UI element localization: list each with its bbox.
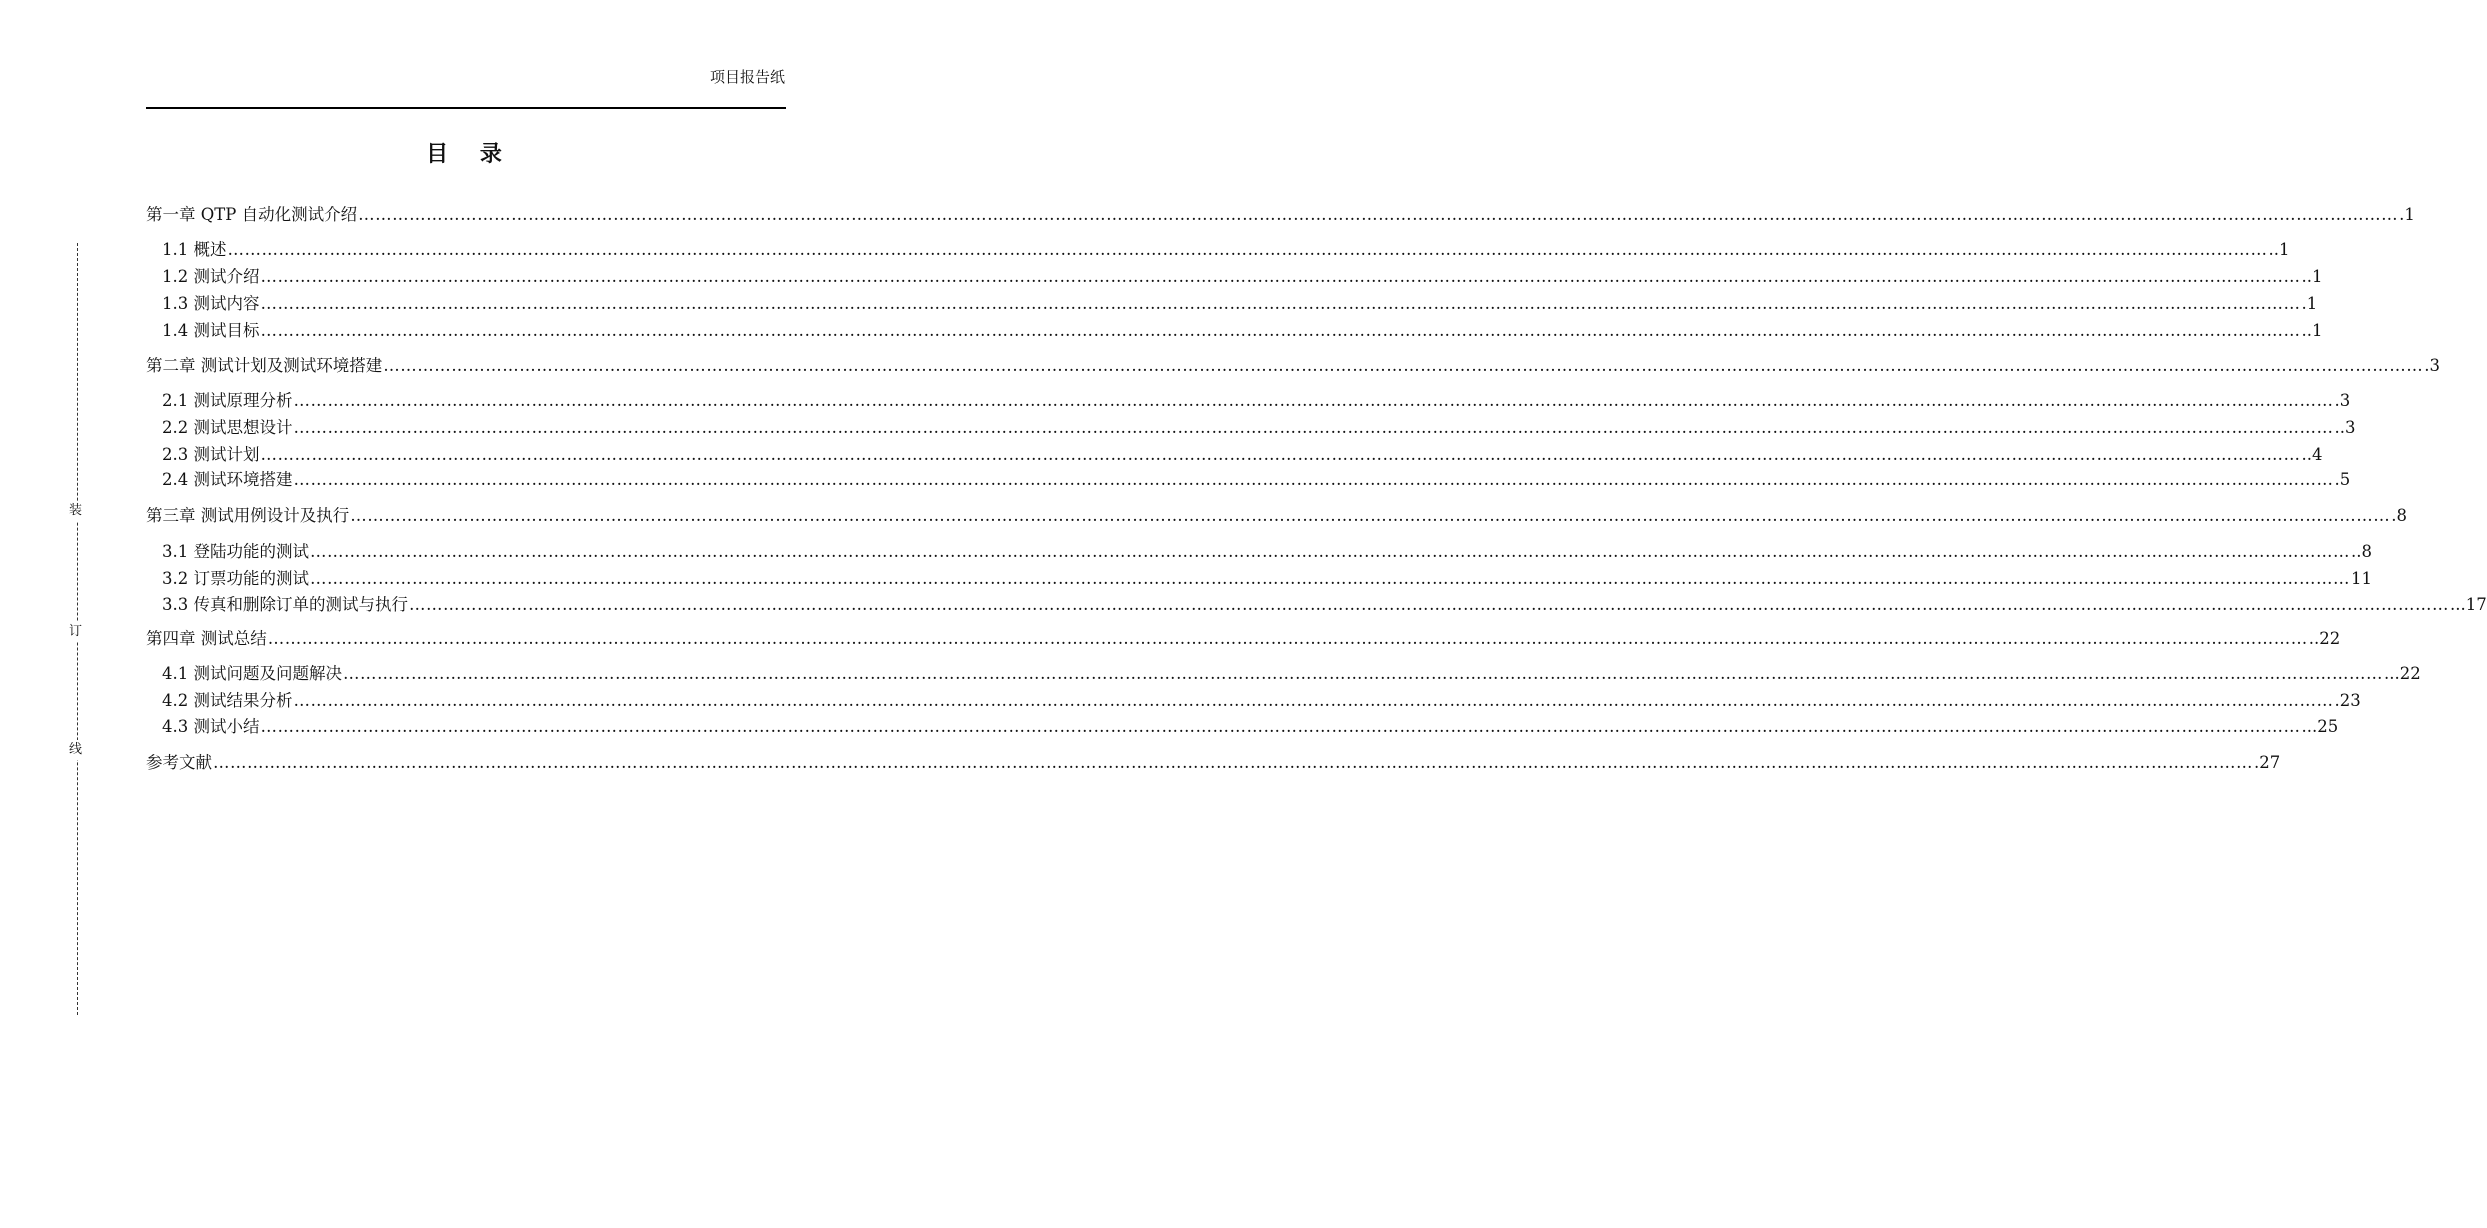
toc-entry-page: ..1 <box>2301 267 2323 286</box>
toc-leader-dots: ……………………………………………………………………………………………………………………………………………………………………………………………………………………………………………………………………………………………………………………………… <box>310 542 2350 561</box>
toc-entry[interactable] <box>162 291 2318 315</box>
toc-leader-dots: ……………………………………………………………………………………………………………………………………………………………………………………………………………………………………………………………………………………………………………………………… <box>350 506 2391 525</box>
toc-leader-dots: ……………………………………………………………………………………………………………………………………………………………………………………………………………………………………………………………………………………………………………………………… <box>293 418 2334 437</box>
toc-entry-label: 3.3 传真和删除订单的测试与执行 <box>162 595 408 614</box>
toc-leader-dots: ……………………………………………………………………………………………………………………………………………………………………………………………………………………………………………………………………………………………………………………………… <box>267 629 2308 648</box>
toc-entry[interactable] <box>162 566 2372 590</box>
toc-entry-label: 1.3 测试内容 <box>162 294 260 313</box>
toc-entry[interactable] <box>146 202 2415 226</box>
toc-entry[interactable] <box>162 388 2351 412</box>
toc-leader-dots: ……………………………………………………………………………………………………………………………………………………………………………………………………………………………………………………………………………………………………………………………… <box>293 691 2334 710</box>
header-rule <box>146 107 786 109</box>
page-header-label: 项目报告纸 <box>709 68 785 86</box>
toc-leader-dots: ……………………………………………………………………………………………………………………………………………………………………………………………………………………………………………………………………………………………………………………………… <box>260 717 2301 736</box>
toc-entry-page: .5 <box>2334 470 2351 489</box>
toc-entry-page: ...25 <box>2301 717 2339 736</box>
toc-entry-label: 3.1 登陆功能的测试 <box>162 542 309 561</box>
toc-entry[interactable] <box>162 539 2372 563</box>
toc-entry[interactable] <box>162 592 2487 616</box>
toc-leader-dots: ……………………………………………………………………………………………………………………………………………………………………………………………………………………………………………………………………………………………………………………………… <box>213 753 2253 772</box>
toc-leader-dots: ……………………………………………………………………………………………………………………………………………………………………………………………………………………………………………………………………………………………………………………………… <box>293 470 2334 489</box>
toc-entry-label: 3.2 订票功能的测试 <box>162 569 309 588</box>
toc-entry-label: 1.4 测试目标 <box>162 321 260 340</box>
toc-entry-label: 第一章 QTP 自动化测试介绍 <box>146 205 358 224</box>
toc-entry-label: 2.4 测试环境搭建 <box>162 470 293 489</box>
toc-entry-page: ..8 <box>2351 542 2372 561</box>
toc-leader-dots: ……………………………………………………………………………………………………………………………………………………………………………………………………………………………………………………………………………………………………………………………… <box>383 356 2424 375</box>
toc-entry-page: .27 <box>2254 753 2281 772</box>
toc-entry-label: 4.1 测试问题及问题解决 <box>162 664 342 683</box>
toc-entry-label: 2.2 测试思想设计 <box>162 418 293 437</box>
toc-leader-dots: ……………………………………………………………………………………………………………………………………………………………………………………………………………………………………………………………………………………………………………………………… <box>293 391 2334 410</box>
toc-entry-page: .1 <box>2399 205 2415 224</box>
binding-mark-ding: 订 <box>69 622 82 642</box>
toc-entry[interactable] <box>146 626 2341 650</box>
toc-entry[interactable] <box>146 503 2407 527</box>
toc-entry-label: 4.3 测试小结 <box>162 717 260 736</box>
toc-entry[interactable] <box>162 714 2339 738</box>
toc-entry-label: 参考文献 <box>146 753 212 772</box>
toc-entry-page: ..22 <box>2308 629 2341 648</box>
toc-entry-label: 2.3 测试计划 <box>162 445 260 464</box>
toc-entry-page: 11 <box>2351 569 2372 588</box>
toc-entry-page: ...17 <box>2450 595 2487 614</box>
toc-entry-page: .3 <box>2424 356 2440 375</box>
toc-leader-dots: ……………………………………………………………………………………………………………………………………………………………………………………………………………………………………………………………………………………………………………………………… <box>260 294 2301 313</box>
toc-entry-label: 1.1 概述 <box>162 240 227 259</box>
toc-entry-label: 2.1 测试原理分析 <box>162 391 293 410</box>
toc-entry[interactable] <box>162 467 2351 491</box>
toc-leader-dots: ……………………………………………………………………………………………………………………………………………………………………………………………………………………………………………………………………………………………………………………………… <box>260 267 2301 286</box>
binding-mark-xian: 线 <box>69 740 82 760</box>
toc-entry[interactable] <box>162 237 2290 261</box>
toc-entry-page: .23 <box>2334 691 2361 710</box>
toc-entry-page: ..1 <box>2268 240 2290 259</box>
toc-leader-dots: ……………………………………………………………………………………………………………………………………………………………………………………………………………………………………………………………………………………………………………………………… <box>409 595 2449 614</box>
toc-entry-label: 第二章 测试计划及测试环境搭建 <box>146 356 383 375</box>
toc-entry-page: ..3 <box>2334 418 2356 437</box>
binding-mark-zhuang: 装 <box>69 501 82 521</box>
toc-leader-dots: ……………………………………………………………………………………………………………………………………………………………………………………………………………………………………………………………………………………………………………………………… <box>227 240 2268 259</box>
toc-entry-label: 1.2 测试介绍 <box>162 267 260 286</box>
toc-entry[interactable] <box>162 318 2323 342</box>
toc-entry-page: .8 <box>2391 506 2407 525</box>
toc-entry[interactable] <box>146 750 2281 774</box>
toc-entry-label: 第三章 测试用例设计及执行 <box>146 506 350 525</box>
toc-entry[interactable] <box>162 264 2323 288</box>
toc-entry-page: .1 <box>2301 294 2318 313</box>
toc-entry[interactable] <box>162 442 2323 466</box>
toc-leader-dots: ……………………………………………………………………………………………………………………………………………………………………………………………………………………………………………………………………………………………………………………………… <box>260 321 2301 340</box>
toc-entry-page: ..4 <box>2301 445 2323 464</box>
toc-leader-dots: ……………………………………………………………………………………………………………………………………………………………………………………………………………………………………………………………………………………………………………………………… <box>260 445 2301 464</box>
toc-entry-page: ..1 <box>2301 321 2323 340</box>
toc-leader-dots: ……………………………………………………………………………………………………………………………………………………………………………………………………………………………………………………………………………………………………………………………… <box>343 664 2383 683</box>
toc-entry-label: 4.2 测试结果分析 <box>162 691 293 710</box>
toc-entry[interactable] <box>162 688 2361 712</box>
toc-entry-page: ...22 <box>2384 664 2421 683</box>
toc-leader-dots: ……………………………………………………………………………………………………………………………………………………………………………………………………………………………………………………………………………………………………………………………… <box>310 569 2350 588</box>
toc-title: 目 录 <box>426 142 514 167</box>
toc-entry[interactable] <box>146 353 2440 377</box>
toc-leader-dots: ……………………………………………………………………………………………………………………………………………………………………………………………………………………………………………………………………………………………………………………………… <box>358 205 2399 224</box>
toc-entry[interactable] <box>162 415 2356 439</box>
toc-entry-page: .3 <box>2334 391 2351 410</box>
toc-entry-label: 第四章 测试总结 <box>146 629 267 648</box>
toc-entry[interactable] <box>162 661 2421 685</box>
